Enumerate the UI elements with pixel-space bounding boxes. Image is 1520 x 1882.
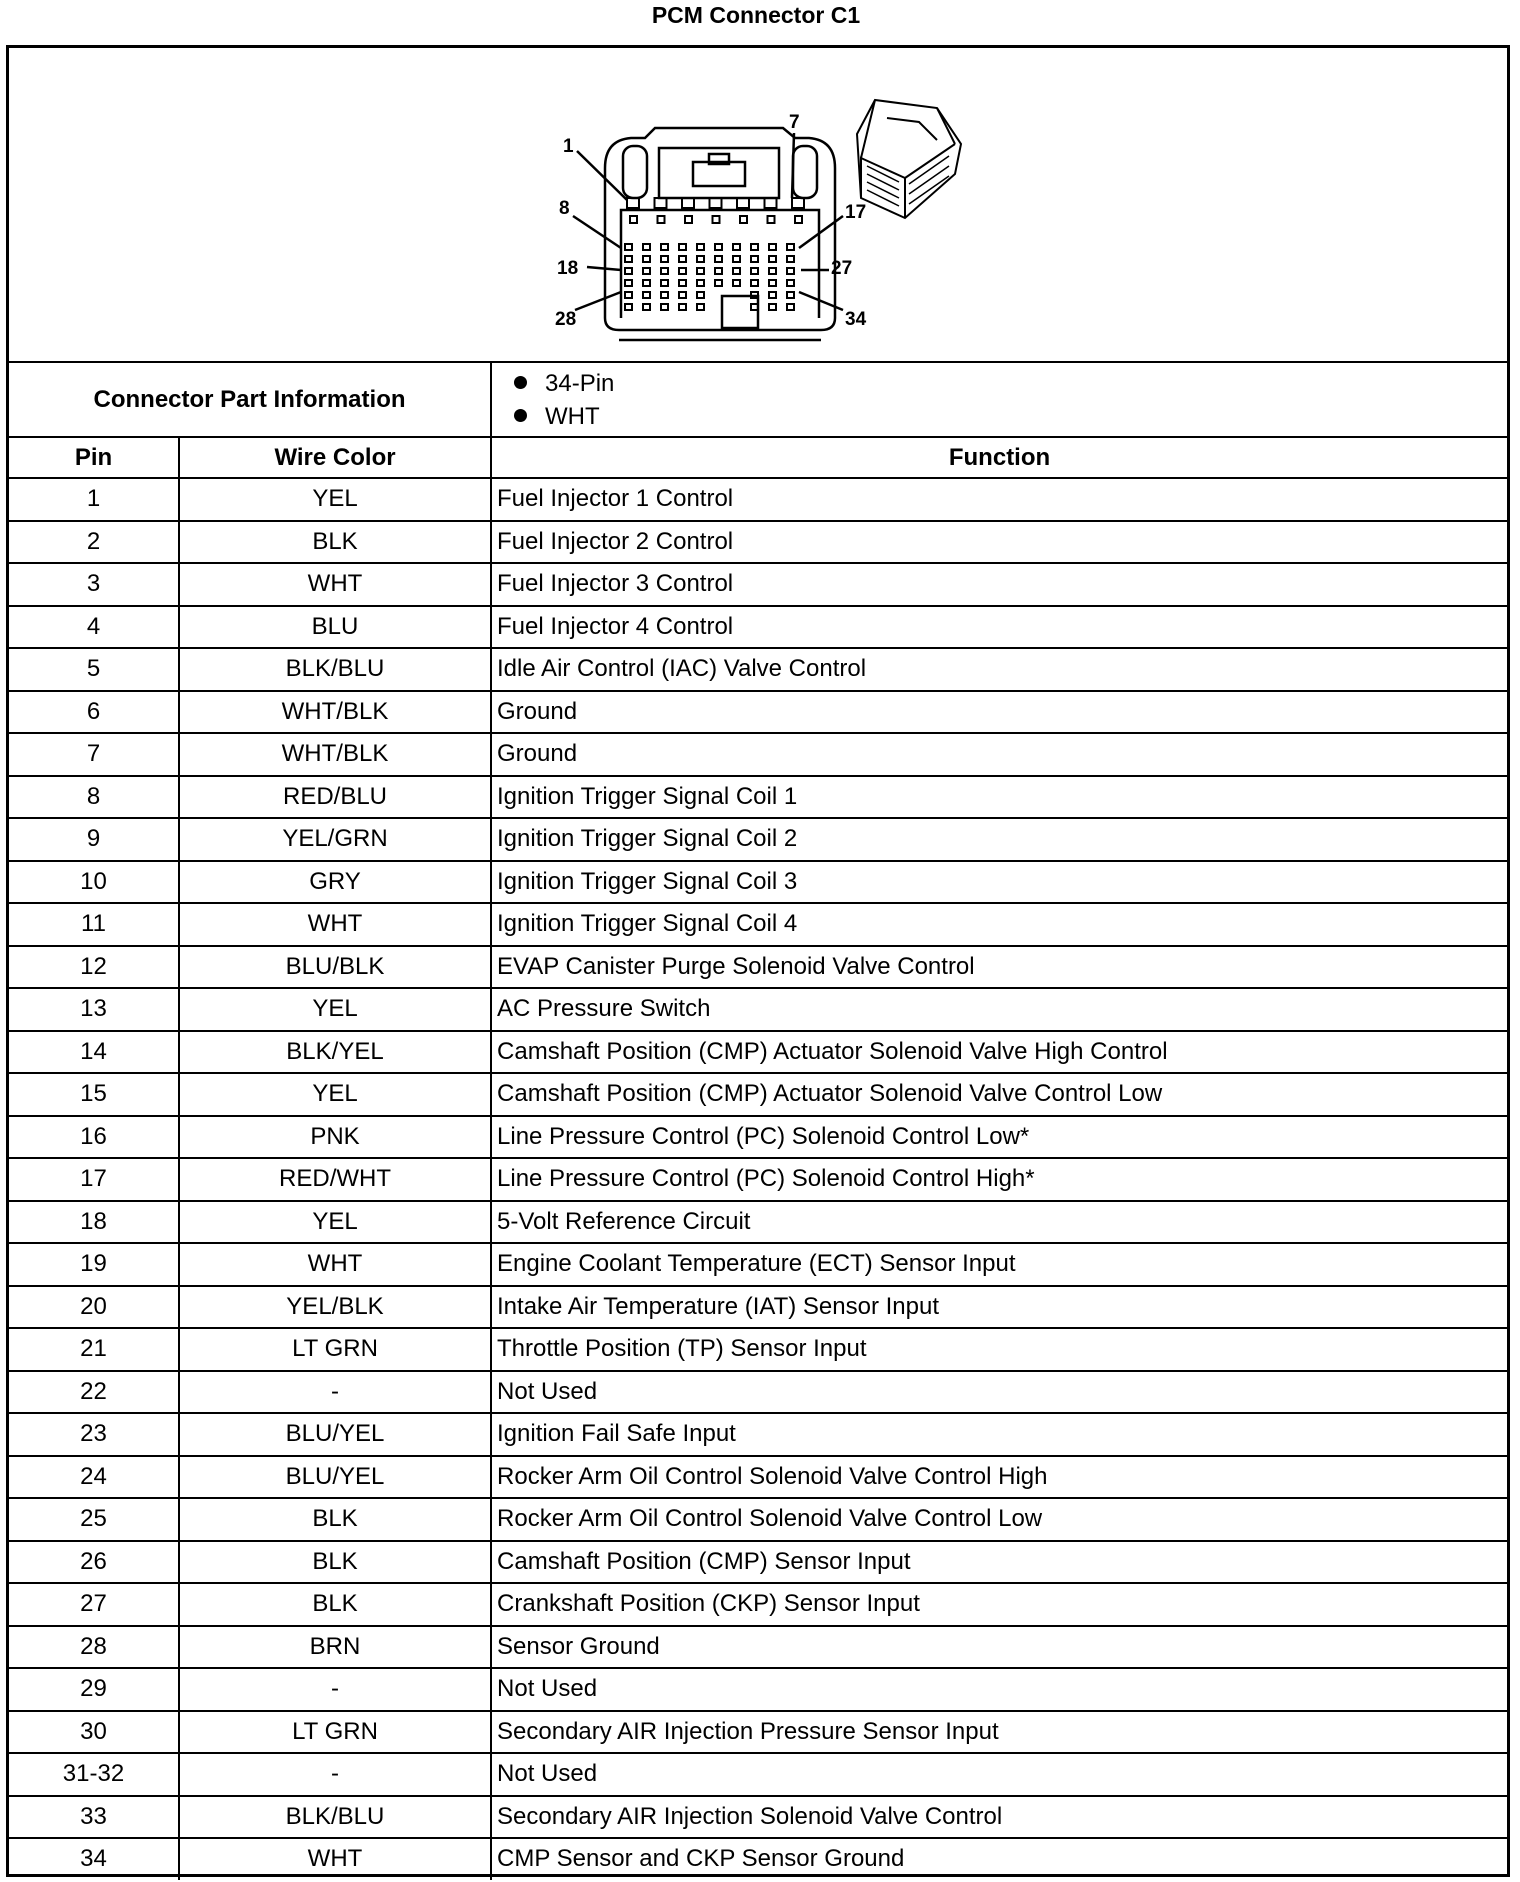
table-row — [9, 1541, 1507, 1584]
function-cell: Fuel Injector 1 Control — [491, 478, 1507, 521]
pin-cell: 5 — [9, 648, 179, 691]
wire-color-cell: YEL/BLK — [179, 1286, 491, 1329]
terminal-slot — [630, 216, 637, 223]
function-cell: Crankshaft Position (CKP) Sensor Input — [491, 1583, 1507, 1626]
pin-cell: 13 — [9, 988, 179, 1031]
pin-cell: 22 — [9, 1371, 179, 1414]
wire-color-cell: BLK — [179, 521, 491, 564]
table-row — [9, 1753, 1507, 1796]
wire-color-cell: BLU — [179, 606, 491, 649]
terminal-slot — [625, 292, 632, 298]
terminal-slot — [787, 256, 794, 262]
terminal-slot — [769, 304, 776, 310]
table-row — [9, 1498, 1507, 1541]
wire-color-cell: BLK/YEL — [179, 1031, 491, 1074]
terminal-slot — [751, 256, 758, 262]
pin-cell: 24 — [9, 1456, 179, 1499]
table-row — [9, 1668, 1507, 1711]
function-cell: Secondary AIR Injection Solenoid Valve Control — [491, 1796, 1507, 1839]
terminal-slot — [710, 198, 722, 208]
function-cell: Sensor Ground — [491, 1626, 1507, 1669]
pin-cell: 8 — [9, 776, 179, 819]
function-cell: 5-Volt Reference Circuit — [491, 1201, 1507, 1244]
wire-color-cell: GRY — [179, 861, 491, 904]
terminal-slot — [697, 268, 704, 274]
pin-cell: 15 — [9, 1073, 179, 1116]
wire-color-cell: BLK — [179, 1498, 491, 1541]
terminal-slot — [679, 280, 686, 286]
wire-color-cell: WHT — [179, 1838, 491, 1880]
function-cell: Rocker Arm Oil Control Solenoid Valve Control Low — [491, 1498, 1507, 1541]
terminal-slot — [715, 244, 722, 250]
function-cell: Not Used — [491, 1668, 1507, 1711]
wire-color-cell: BLK — [179, 1583, 491, 1626]
function-cell: Ignition Trigger Signal Coil 1 — [491, 776, 1507, 819]
pin-cell: 33 — [9, 1796, 179, 1839]
function-cell: Fuel Injector 4 Control — [491, 606, 1507, 649]
table-row — [9, 861, 1507, 904]
pin-table — [9, 361, 1507, 1880]
function-cell: Intake Air Temperature (IAT) Sensor Input — [491, 1286, 1507, 1329]
function-cell: Throttle Position (TP) Sensor Input — [491, 1328, 1507, 1371]
callout-7: 7 — [789, 112, 800, 133]
terminal-slot — [697, 244, 704, 250]
pin-cell: 30 — [9, 1711, 179, 1754]
terminal-slot — [715, 280, 722, 286]
terminal-slot — [765, 198, 777, 208]
terminal-slot — [679, 244, 686, 250]
terminal-slot — [625, 280, 632, 286]
terminal-slot — [787, 280, 794, 286]
callout-34: 34 — [845, 309, 867, 330]
pin-cell: 7 — [9, 733, 179, 776]
connector-diagram — [9, 48, 1507, 363]
connector-part-info-label: Connector Part Information — [9, 362, 491, 437]
table-row — [9, 1838, 1507, 1880]
terminal-slot — [679, 304, 686, 310]
function-cell: AC Pressure Switch — [491, 988, 1507, 1031]
terminal-slot — [787, 292, 794, 298]
info-item — [514, 400, 1507, 433]
function-cell: Ignition Trigger Signal Coil 4 — [491, 903, 1507, 946]
connector-sheet — [6, 45, 1510, 1877]
pin-cell: 18 — [9, 1201, 179, 1244]
function-cell: EVAP Canister Purge Solenoid Valve Control — [491, 946, 1507, 989]
wire-color-cell: YEL — [179, 478, 491, 521]
function-cell: Not Used — [491, 1753, 1507, 1796]
pin-cell: 28 — [9, 1626, 179, 1669]
pin-cell: 2 — [9, 521, 179, 564]
terminal-slot — [768, 216, 775, 223]
table-row — [9, 946, 1507, 989]
wire-color-cell: - — [179, 1753, 491, 1796]
terminal-slot — [685, 216, 692, 223]
terminal-slot — [733, 256, 740, 262]
table-row — [9, 691, 1507, 734]
table-row — [9, 1583, 1507, 1626]
terminal-slot — [661, 280, 668, 286]
pin-cell: 26 — [9, 1541, 179, 1584]
table-row — [9, 1286, 1507, 1329]
pin-cell: 11 — [9, 903, 179, 946]
terminal-slot — [643, 304, 650, 310]
terminal-slot — [787, 244, 794, 250]
connector-iso-view — [857, 100, 961, 218]
function-cell: Rocker Arm Oil Control Solenoid Valve Control High — [491, 1456, 1507, 1499]
table-row — [9, 733, 1507, 776]
terminal-slot — [661, 268, 668, 274]
page-title: PCM Connector C1 — [651, 2, 861, 28]
table-row — [9, 521, 1507, 564]
terminal-slot — [737, 198, 749, 208]
table-row — [9, 1116, 1507, 1159]
terminal-slot — [751, 280, 758, 286]
pin-cell: 29 — [9, 1668, 179, 1711]
wire-color-cell: WHT — [179, 903, 491, 946]
info-item — [514, 367, 1507, 400]
wire-color-cell: BRN — [179, 1626, 491, 1669]
terminal-slot — [795, 216, 802, 223]
table-row — [9, 1073, 1507, 1116]
terminal-slot — [625, 304, 632, 310]
terminal-slot — [751, 268, 758, 274]
function-cell: Not Used — [491, 1371, 1507, 1414]
terminal-slot — [679, 292, 686, 298]
table-row — [9, 1328, 1507, 1371]
terminal-slot — [697, 256, 704, 262]
table-row — [9, 1711, 1507, 1754]
terminal-slot — [661, 244, 668, 250]
function-cell: Line Pressure Control (PC) Solenoid Control High* — [491, 1158, 1507, 1201]
header-pin: Pin — [9, 437, 179, 478]
terminal-slot — [751, 244, 758, 250]
terminal-slot — [715, 268, 722, 274]
function-cell: Idle Air Control (IAC) Valve Control — [491, 648, 1507, 691]
terminal-slot — [625, 268, 632, 274]
terminal-slot — [697, 292, 704, 298]
terminal-slot — [787, 268, 794, 274]
wire-color-cell: - — [179, 1668, 491, 1711]
table-header-row — [9, 437, 1507, 478]
terminal-slot — [715, 256, 722, 262]
wire-color-cell: BLU/YEL — [179, 1413, 491, 1456]
terminal-slot — [643, 280, 650, 286]
callout-28: 28 — [555, 309, 577, 330]
pin-cell: 20 — [9, 1286, 179, 1329]
header-wire-color: Wire Color — [179, 437, 491, 478]
pin-cell: 6 — [9, 691, 179, 734]
pin-cell: 19 — [9, 1243, 179, 1286]
function-cell: Camshaft Position (CMP) Actuator Solenoid Valve Control Low — [491, 1073, 1507, 1116]
pin-cell: 31-32 — [9, 1753, 179, 1796]
terminal-slot — [769, 280, 776, 286]
callout-17: 17 — [845, 202, 867, 223]
wire-color-cell: BLU/YEL — [179, 1456, 491, 1499]
pin-cell: 14 — [9, 1031, 179, 1074]
function-cell: Ignition Trigger Signal Coil 2 — [491, 818, 1507, 861]
wire-color-cell: BLK/BLU — [179, 648, 491, 691]
wire-color-cell: RED/BLU — [179, 776, 491, 819]
pin-cell: 12 — [9, 946, 179, 989]
pin-cell: 10 — [9, 861, 179, 904]
terminal-slot — [769, 292, 776, 298]
terminal-slot — [733, 268, 740, 274]
terminal-slot — [661, 304, 668, 310]
info-item-text: WHT — [545, 402, 600, 430]
table-row — [9, 1456, 1507, 1499]
pin-cell: 3 — [9, 563, 179, 606]
function-cell: Secondary AIR Injection Pressure Sensor Input — [491, 1711, 1507, 1754]
function-cell: Line Pressure Control (PC) Solenoid Control Low* — [491, 1116, 1507, 1159]
terminal-slot — [713, 216, 720, 223]
wire-color-cell: YEL — [179, 1073, 491, 1116]
connector-part-info-row — [9, 362, 1507, 437]
terminal-slot — [733, 280, 740, 286]
table-row — [9, 1626, 1507, 1669]
wire-color-cell: BLU/BLK — [179, 946, 491, 989]
wire-color-cell: RED/WHT — [179, 1158, 491, 1201]
wire-color-cell: WHT/BLK — [179, 733, 491, 776]
table-row — [9, 1796, 1507, 1839]
function-cell: CMP Sensor and CKP Sensor Ground — [491, 1838, 1507, 1880]
function-cell: Fuel Injector 2 Control — [491, 521, 1507, 564]
terminal-slot — [625, 256, 632, 262]
pin-cell: 34 — [9, 1838, 179, 1880]
wire-color-cell: PNK — [179, 1116, 491, 1159]
wire-color-cell: - — [179, 1371, 491, 1414]
terminal-slot — [792, 198, 804, 208]
terminal-slot — [679, 268, 686, 274]
terminal-slot — [625, 244, 632, 250]
wire-color-cell: BLK — [179, 1541, 491, 1584]
terminal-slot — [679, 256, 686, 262]
pin-cell: 21 — [9, 1328, 179, 1371]
terminal-slot — [697, 280, 704, 286]
bullet-icon — [514, 409, 527, 422]
terminal-slot — [655, 198, 667, 208]
table-row — [9, 1201, 1507, 1244]
callout-8: 8 — [559, 198, 570, 219]
function-cell: Ignition Fail Safe Input — [491, 1413, 1507, 1456]
function-cell: Camshaft Position (CMP) Actuator Solenoid Valve High Control — [491, 1031, 1507, 1074]
header-function: Function — [491, 437, 1507, 478]
wire-color-cell: LT GRN — [179, 1328, 491, 1371]
pin-cell: 4 — [9, 606, 179, 649]
terminal-slot — [643, 268, 650, 274]
table-row — [9, 1371, 1507, 1414]
callout-18: 18 — [557, 258, 579, 279]
callout-27: 27 — [831, 258, 853, 279]
table-row — [9, 903, 1507, 946]
wire-color-cell: BLK/BLU — [179, 1796, 491, 1839]
bullet-icon — [514, 376, 527, 389]
wire-color-cell: YEL — [179, 988, 491, 1031]
table-row — [9, 988, 1507, 1031]
pin-cell: 23 — [9, 1413, 179, 1456]
terminal-slot — [769, 268, 776, 274]
table-row — [9, 648, 1507, 691]
pin-cell: 27 — [9, 1583, 179, 1626]
function-cell: Ground — [491, 733, 1507, 776]
table-row — [9, 1413, 1507, 1456]
connector-face-drawing — [9, 48, 1507, 361]
wire-color-cell: WHT/BLK — [179, 691, 491, 734]
table-row — [9, 1158, 1507, 1201]
callout-1: 1 — [563, 136, 574, 157]
table-row — [9, 1031, 1507, 1074]
wire-color-cell: YEL/GRN — [179, 818, 491, 861]
terminal-slot — [658, 216, 665, 223]
function-cell: Fuel Injector 3 Control — [491, 563, 1507, 606]
table-row — [9, 818, 1507, 861]
pin-cell: 16 — [9, 1116, 179, 1159]
terminal-slot — [769, 244, 776, 250]
pin-cell: 9 — [9, 818, 179, 861]
function-cell: Engine Coolant Temperature (ECT) Sensor Input — [491, 1243, 1507, 1286]
pin-cell: 17 — [9, 1158, 179, 1201]
terminal-slot — [627, 198, 639, 208]
table-row — [9, 563, 1507, 606]
table-row — [9, 776, 1507, 819]
terminal-slot — [697, 304, 704, 310]
terminal-slot — [733, 244, 740, 250]
terminal-slot — [740, 216, 747, 223]
terminal-slot — [661, 292, 668, 298]
terminal-slot — [682, 198, 694, 208]
terminal-slot — [643, 244, 650, 250]
table-row — [9, 606, 1507, 649]
info-item-text: 34-Pin — [545, 369, 615, 397]
wire-color-cell: WHT — [179, 1243, 491, 1286]
wire-color-cell: YEL — [179, 1201, 491, 1244]
terminal-slot — [661, 256, 668, 262]
wire-color-cell: WHT — [179, 563, 491, 606]
terminal-slot — [643, 292, 650, 298]
pin-cell: 1 — [9, 478, 179, 521]
function-cell: Ignition Trigger Signal Coil 3 — [491, 861, 1507, 904]
function-cell: Ground — [491, 691, 1507, 734]
table-row — [9, 1243, 1507, 1286]
pin-cell: 25 — [9, 1498, 179, 1541]
terminal-slot — [643, 256, 650, 262]
terminal-slot — [787, 304, 794, 310]
table-row — [9, 478, 1507, 521]
connector-part-info-list — [491, 362, 1507, 437]
terminal-slot — [769, 256, 776, 262]
wire-color-cell: LT GRN — [179, 1711, 491, 1754]
function-cell: Camshaft Position (CMP) Sensor Input — [491, 1541, 1507, 1584]
